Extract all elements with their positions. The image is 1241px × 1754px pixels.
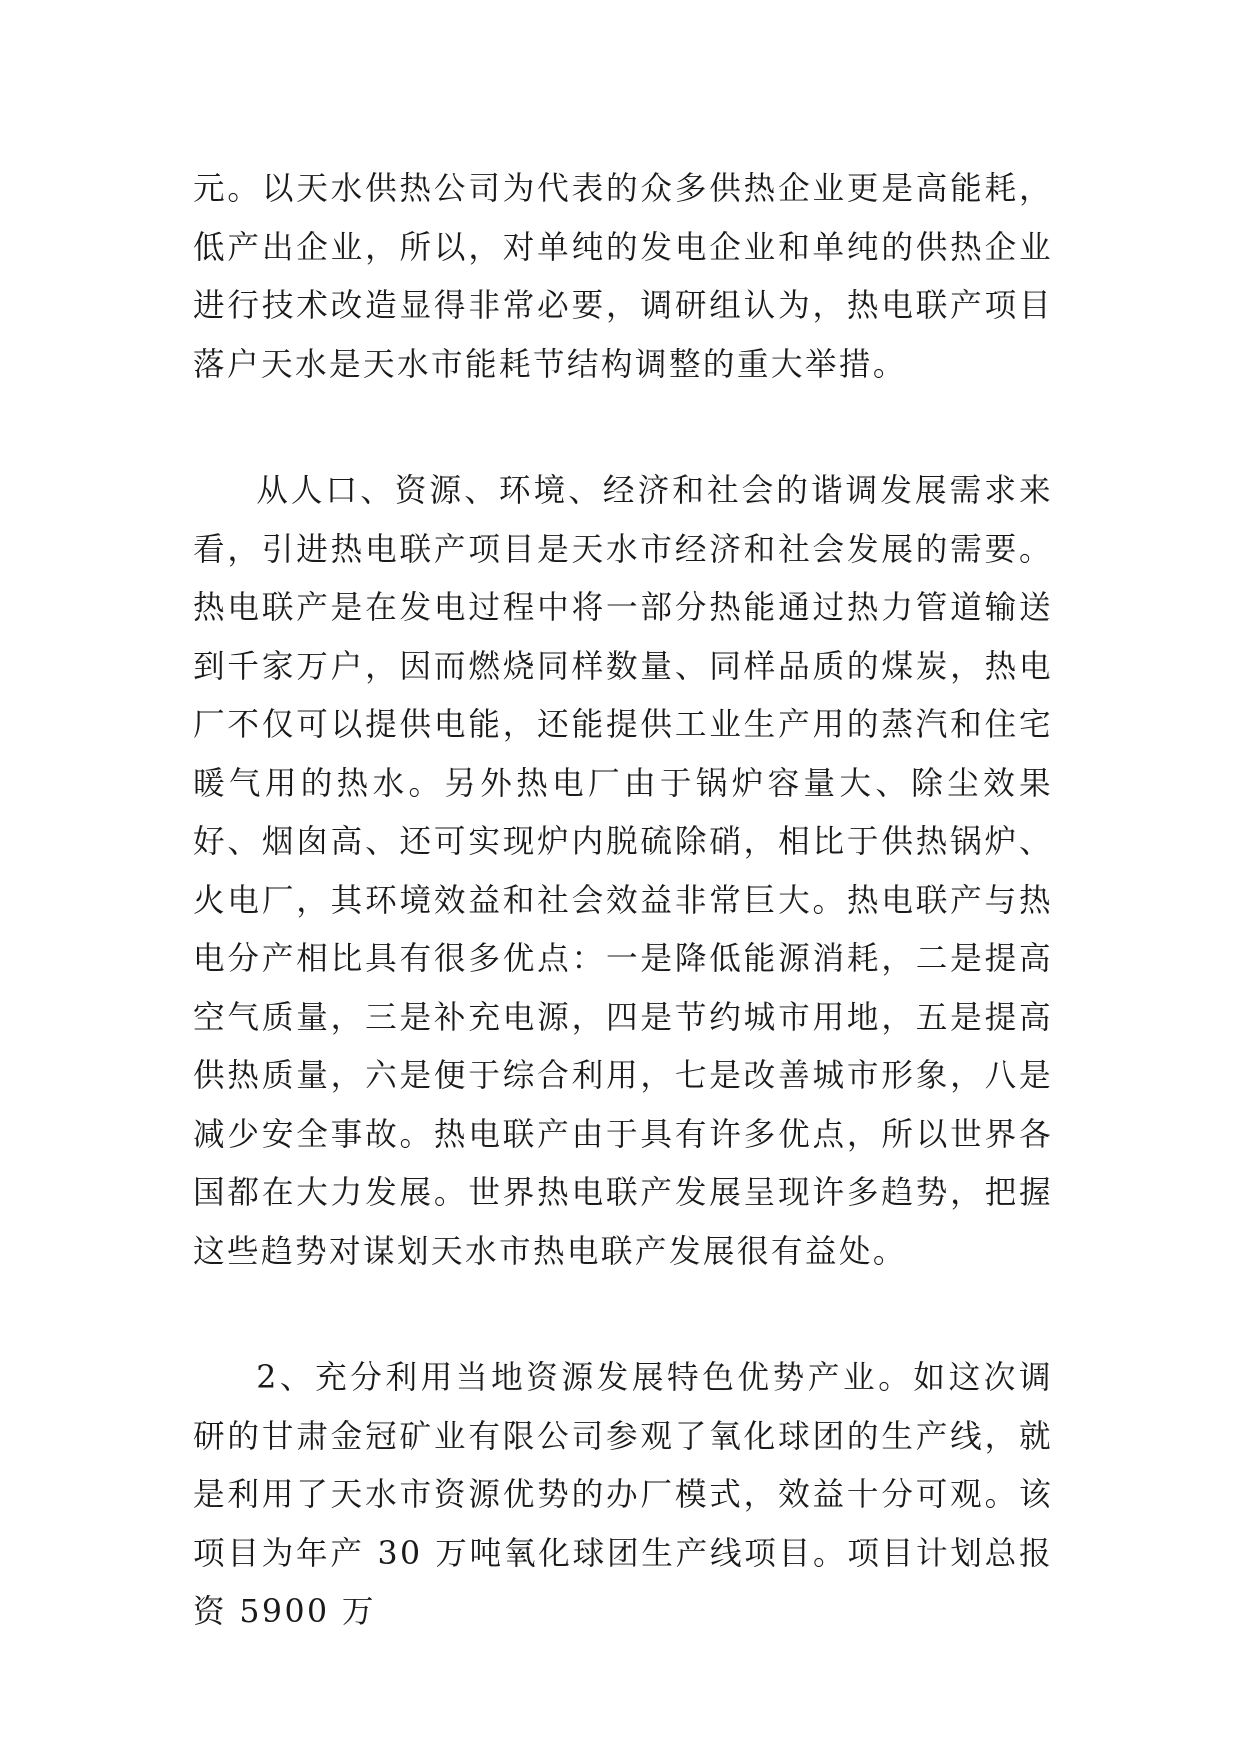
- paragraph-1: 元。以天水供热公司为代表的众多供热企业更是高能耗，低产出企业，所以，对单纯的发电企业和单纯的供热企业进行技术改造显得非常必要，调研组认为，热电联产项目落户天水是天水市能耗节结构调整的重大举措。: [193, 171, 1053, 383]
- paragraph-2: 从人口、资源、环境、经济和社会的谐调发展需求来看，引进热电联产项目是天水市经济和社会发展的需要。热电联产是在发电过程中将一部分热能通过热力管道输送到千家万户，因而燃烧同样数量、同样品质的煤炭，热电厂不仅可以提供电能，还能提供工业生产用的蒸汽和住宅暖气用的热水。另外热电厂由于锅炉容量大、除尘效果好、烟囱高、还可实现炉内脱硫除硝，相比于供热锅炉、火电厂，其环境效益和社会效益非常巨大。热电联产与热电分产相比具有很多优点：一是降低能源消耗，二是提高空气质量，三是补充电源，四是节约城市用地，五是提高供热质量，六是便于综合利用，七是改善城市形象，八是减少安全事故。热电联产由于具有许多优点，所以世界各国都在大力发展。世界热电联产发展呈现许多趋势，把握这些趋势对谋划天水市热电联产发展很有益处。: [193, 473, 1053, 1270]
- paragraph-3: 2、充分利用当地资源发展特色优势产业。如这次调研的甘肃金冠矿业有限公司参观了氧化球团的生产线，就是利用了天水市资源优势的办厂模式，效益十分可观。该项目为年产 30 万吨氧化球团生产线项目。项目计划总报资 5900 万: [193, 1360, 1053, 1630]
- document-body: [193, 160, 1053, 1642]
